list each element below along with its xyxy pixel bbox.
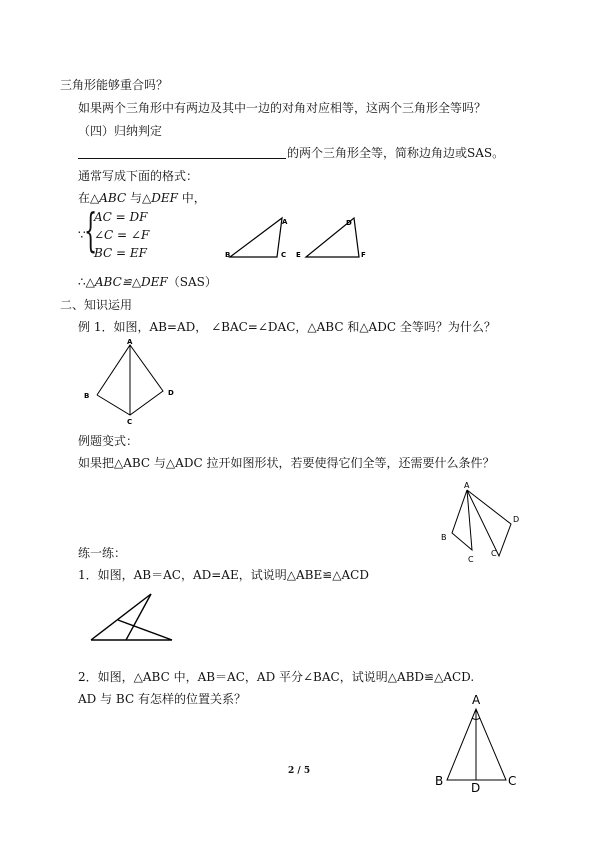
split-label-b: B xyxy=(441,533,447,542)
page-number: 2 / 5 xyxy=(288,766,311,776)
iso-label-b: B xyxy=(435,774,444,788)
condition-bc-ef: BC = EF xyxy=(94,246,147,260)
split-triangles-figure xyxy=(435,478,525,568)
format-intro: 通常写成下面的格式： xyxy=(78,169,199,183)
practice-heading: 练一练： xyxy=(78,546,127,560)
in-suffix: 中， xyxy=(177,191,206,205)
triangle-abc-shape xyxy=(230,218,282,257)
sas-statement: 的两个三角形全等，简称边角边或SAS。 xyxy=(287,146,505,160)
tri2-label-f: F xyxy=(361,251,366,259)
tri2-label-e: E xyxy=(296,251,301,259)
practice-1-text: 1．如图，AB＝AC，AD=AE，试说明△ABE≌△ACD xyxy=(78,568,369,582)
kite-label-b: B xyxy=(84,392,90,400)
triangle-def: △DEF xyxy=(141,191,178,205)
practice-2-followup: AD 与 BC 有怎样的位置关系？ xyxy=(78,692,246,706)
in-prefix: 在 xyxy=(78,191,91,205)
inner-segment-2 xyxy=(118,620,172,640)
answer-blank xyxy=(78,158,286,159)
tri1-label-a: A xyxy=(282,218,288,226)
kite-label-a: A xyxy=(127,338,133,346)
condition-ac-df: AC = DF xyxy=(94,210,148,224)
triangle-abc: △ABC xyxy=(90,191,127,205)
isosceles-triangle-figure xyxy=(430,688,526,794)
iso-label-c: C xyxy=(508,774,517,788)
conclusion-line xyxy=(78,275,217,290)
kite-label-c: C xyxy=(127,418,133,426)
and-word: 与 xyxy=(126,191,142,205)
inner-segment-1 xyxy=(126,594,151,640)
because-symbol: ∵ xyxy=(78,228,86,242)
tri1-label-b: B xyxy=(225,251,231,259)
split-label-c1: C xyxy=(468,555,474,564)
question-overlap: 三角形能够重合吗？ xyxy=(60,78,169,92)
split-triangle-abc xyxy=(452,490,472,550)
tri1-label-c: C xyxy=(281,251,287,259)
split-label-d: D xyxy=(513,515,520,524)
kite-figure xyxy=(80,337,180,429)
conclusion-tag: （SAS） xyxy=(167,275,217,289)
congruent-triangles-figure xyxy=(222,212,372,262)
condition-angle-c-f: ∠C = ∠F xyxy=(94,228,150,242)
iso-label-a: A xyxy=(472,693,481,707)
practice-1-figure xyxy=(88,590,174,646)
variant-heading: 例题变式： xyxy=(78,434,139,448)
left-brace: { xyxy=(84,203,98,257)
therefore-symbol: ∴ xyxy=(78,275,86,289)
upper-side xyxy=(91,594,151,640)
split-label-c2: C xyxy=(491,549,497,558)
question-ssa: 如果两个三角形中有两边及其中一边的对角对应相等，这两个三角形全等吗？ xyxy=(78,101,487,115)
split-triangle-adc xyxy=(467,490,511,556)
section-4-heading: （四）归纳判定 xyxy=(78,124,163,138)
tri2-label-d: D xyxy=(346,219,352,227)
iso-label-d: D xyxy=(471,781,481,794)
conclusion-math: △ABC≌△DEF xyxy=(85,275,168,289)
example-1-text: 例 1．如图，AB=AD， ∠BAC=∠DAC，△ABC 和△ADC 全等吗？为什么？ xyxy=(78,320,496,334)
kite-label-d: D xyxy=(168,389,174,397)
practice-2-text: 2．如图，△ABC 中，AB＝AC，AD 平分∠BAC，试说明△ABD≌△ACD. xyxy=(78,670,475,684)
in-triangles-line xyxy=(78,191,206,206)
variant-question: 如果把△ABC 与△ADC 拉开如图形状，若要使得它们全等，还需要什么条件？ xyxy=(78,456,495,470)
split-label-a: A xyxy=(464,481,470,490)
part-2-heading: 二、知识运用 xyxy=(60,298,133,312)
